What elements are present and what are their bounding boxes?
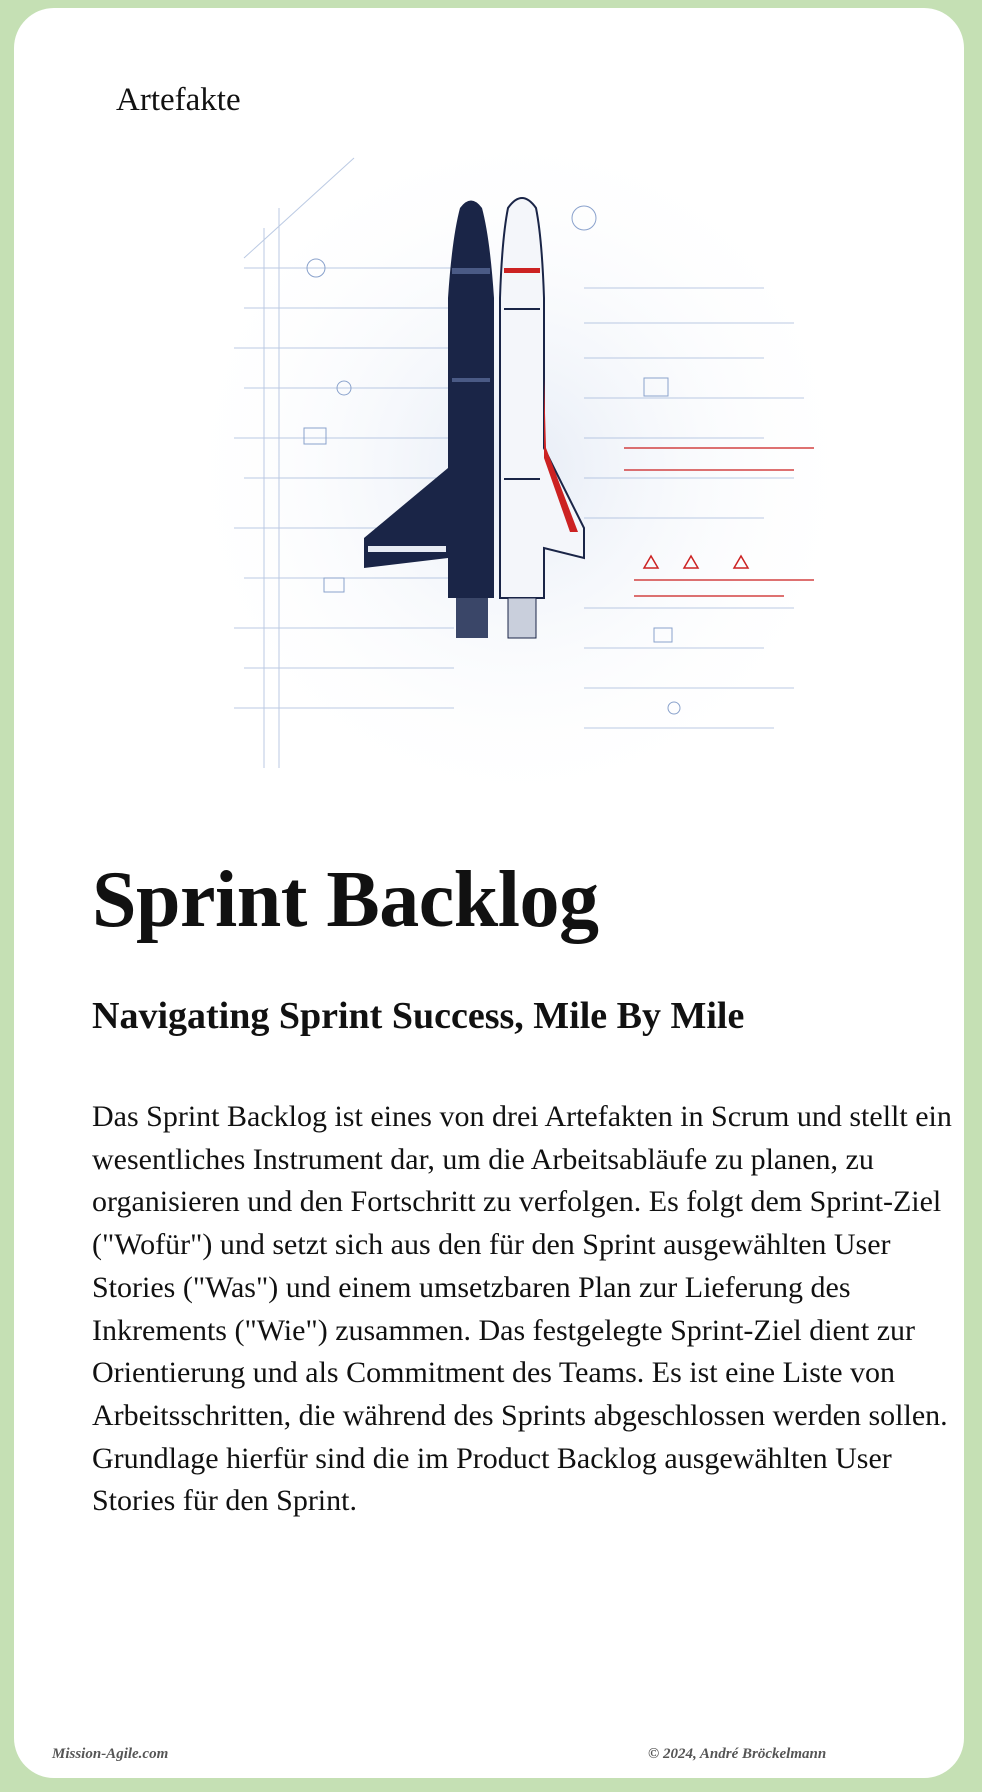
category-label: Artefakte [116, 82, 241, 118]
footer-copyright: © 2024, André Bröckelmann [648, 1746, 827, 1762]
page-title: Sprint Backlog [92, 856, 599, 944]
footer-site-name: Mission-Agile.com [52, 1746, 169, 1762]
card [14, 8, 964, 1778]
description-text: Das Sprint Backlog ist eines von drei Artefakten in Scrum und stellt ein wesentliches Instrument dar, um die Arbeitsabläufe zu planen, zu organisieren und den Fortschritt zu verfolgen. Es folgt dem Sprint-Ziel ("Wofür") und setzt sich aus den für den Sprint ausgewählten User Stories ("Was") und einem umsetzbaren Plan zur Lieferung des Inkrements ("Wie") zusammen. Das festgelegte Sprint-Ziel dient zur Orientierung und als Commitment des Teams. Es ist eine Liste von Arbeitsschritten, die während des Sprints abgeschlossen werden sollen. Grundlage hierfür sind die im Product Backlog ausgewählten User Stories für den Sprint. [92, 1100, 952, 1518]
space-shuttle-blueprint-image [204, 148, 834, 788]
subtitle: Navigating Sprint Success, Mile By Mile [92, 995, 745, 1037]
